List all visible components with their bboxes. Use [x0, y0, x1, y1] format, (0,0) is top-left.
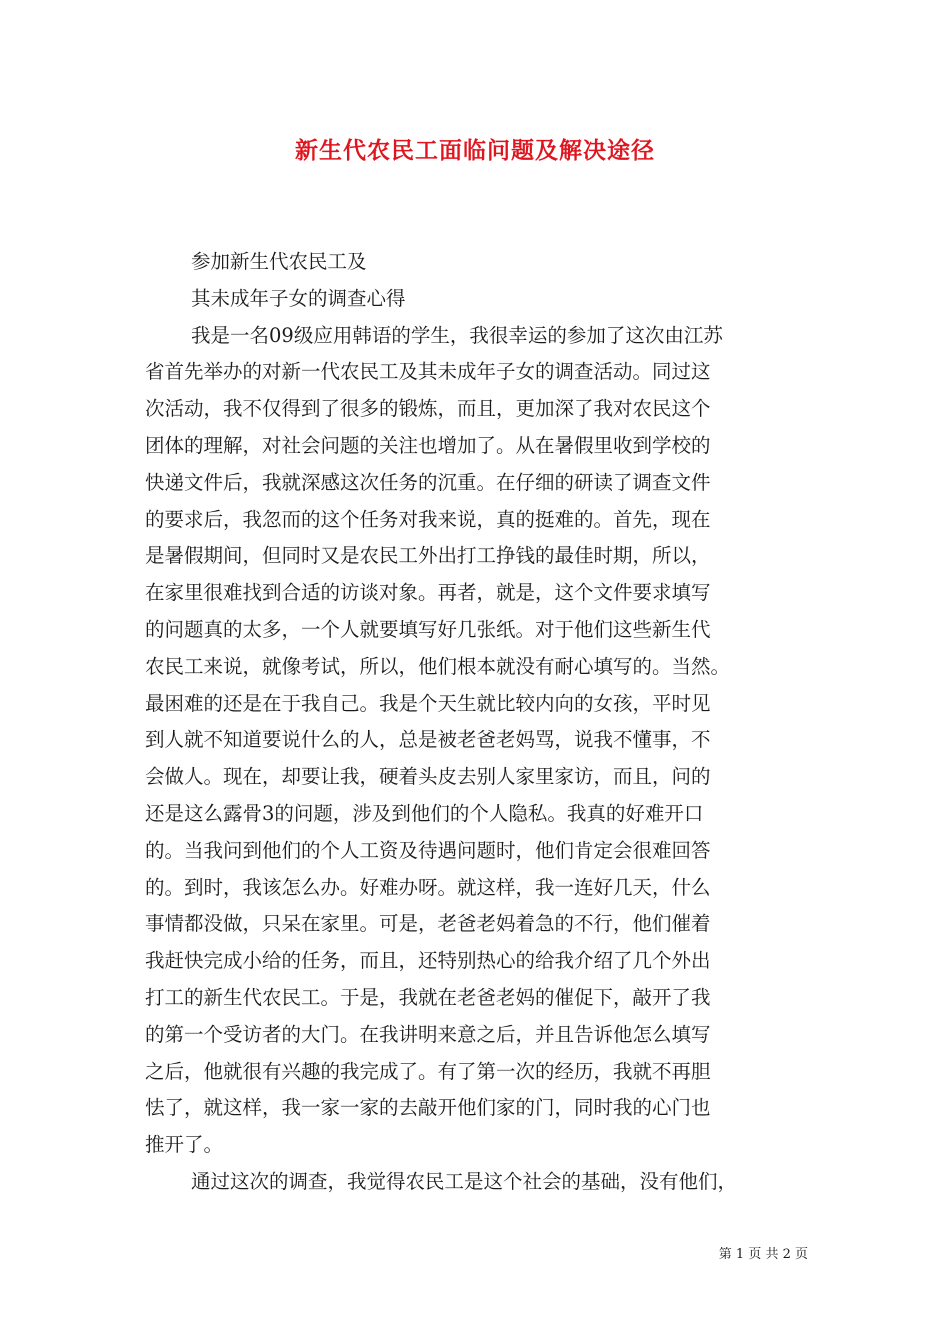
- heading-line-1: 参加新生代农民工及: [191, 250, 367, 273]
- paragraph-line: 次活动，我不仅得到了很多的锻炼，而且，更加深了我对农民这个: [145, 397, 711, 421]
- paragraph-line: 农民工来说，就像考试，所以，他们根本就没有耐心填写的。当然。: [145, 654, 731, 678]
- paragraph-line: 团体的理解，对社会问题的关注也增加了。从在暑假里收到学校的: [145, 433, 711, 457]
- paragraph-line: 省首先举办的对新一代农民工及其未成年子女的调查活动。同过这: [145, 360, 711, 384]
- paragraph-line: 通过这次的调查，我觉得农民工是这个社会的基础，没有他们，: [191, 1169, 738, 1193]
- paragraph-line: 怯了，就这样，我一家一家的去敲开他们家的门，同时我的心门也: [145, 1096, 711, 1120]
- heading-line-2: 其未成年子女的调查心得: [191, 286, 406, 310]
- paragraph-line: 的。到时，我该怎么办。好难办呀。就这样，我一连好几天，什么: [145, 875, 711, 899]
- paragraph-line: 是暑假期间，但同时又是农民工外出打工挣钱的最佳时期，所以，: [145, 544, 711, 568]
- paragraph-line: 的。当我问到他们的个人工资及待遇问题时，他们肯定会很难回答: [145, 838, 711, 862]
- paragraph-line: 我是一名09级应用韩语的学生，我很幸运的参加了这次由江苏: [191, 323, 723, 347]
- paragraph-line: 事情都没做，只呆在家里。可是，老爸老妈着急的不行，他们催着: [145, 912, 711, 936]
- paragraph-line: 还是这么露骨3的问题，涉及到他们的个人隐私。我真的好难开口: [145, 801, 704, 825]
- paragraph-line: 的第一个受访者的大门。在我讲明来意之后，并且告诉他怎么填写: [145, 1022, 711, 1046]
- paragraph-1: [145, 318, 813, 1164]
- paragraph-line: 的问题真的太多，一个人就要填写好几张纸。对于他们这些新生代: [145, 617, 711, 641]
- page-number-footer: 第 1 页 共 2 页: [718, 1247, 808, 1262]
- paragraph-line: 打工的新生代农民工。于是，我就在老爸老妈的催促下，敲开了我: [145, 985, 711, 1009]
- paragraph-line: 推开了。: [145, 1133, 224, 1157]
- paragraph-line: 最困难的还是在于我自己。我是个天生就比较内向的女孩，平时见: [145, 691, 711, 715]
- paragraph-line: 的要求后，我忽而的这个任务对我来说，真的挺难的。首先，现在: [145, 507, 711, 531]
- paragraph-line: 之后，他就很有兴趣的我完成了。有了第一次的经历，我就不再胆: [145, 1059, 711, 1083]
- paragraph-line: 在家里很难找到合适的访谈对象。再者，就是，这个文件要求填写: [145, 581, 711, 605]
- paragraph-line: 会做人。现在，却要让我，硬着头皮去别人家里家访，而且，问的: [145, 765, 711, 789]
- paragraph-line: 我赶快完成小给的任务，而且，还特别热心的给我介绍了几个外出: [145, 949, 711, 973]
- document-body: [145, 244, 813, 1201]
- document-title: 新生代农民工面临问题及解决途径: [295, 137, 655, 164]
- paragraph-2: [145, 1164, 813, 1201]
- paragraph-line: 快递文件后，我就深感这次任务的沉重。在仔细的研读了调查文件: [145, 470, 711, 494]
- paragraph-line: 到人就不知道要说什么的人，总是被老爸老妈骂，说我不懂事，不: [145, 728, 711, 752]
